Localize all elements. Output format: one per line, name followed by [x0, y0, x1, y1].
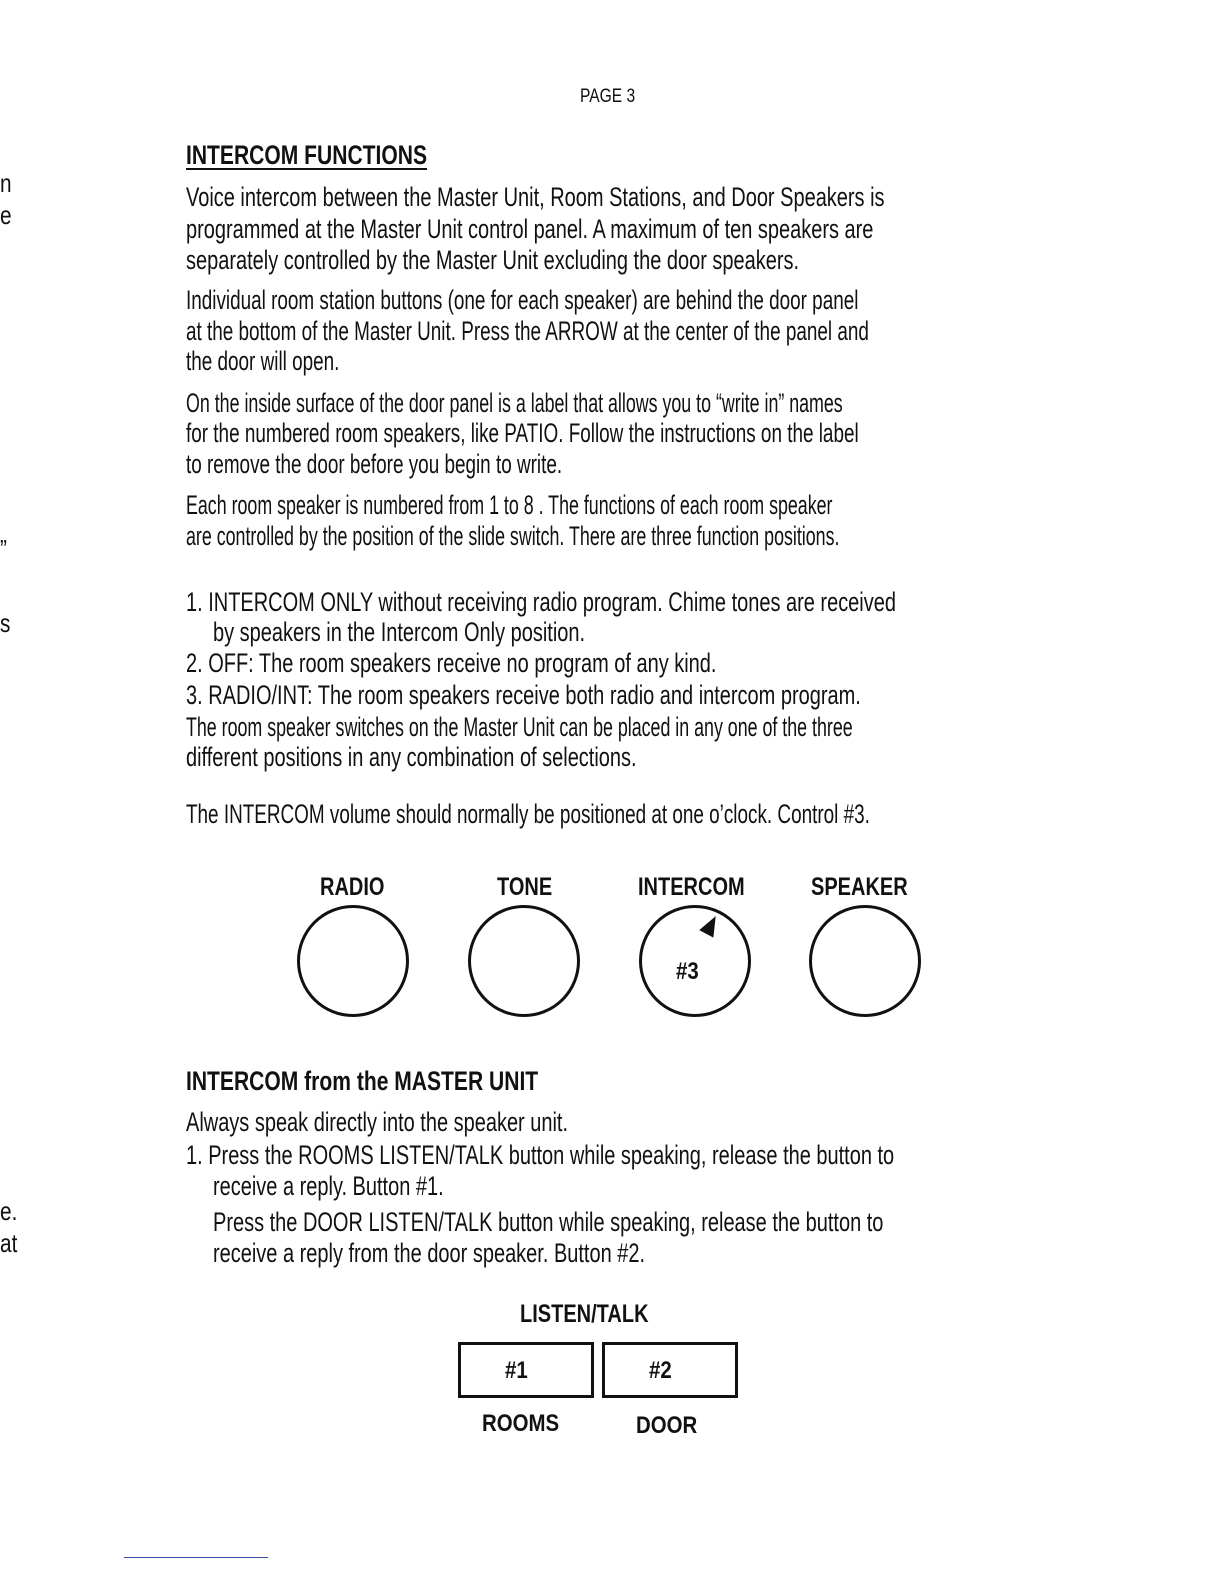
- margin-fragment: e: [0, 200, 12, 230]
- list-item: receive a reply. Button #1.: [213, 1171, 444, 1201]
- list-item: 3. RADIO/INT: The room speakers receive both radio and intercom program.: [186, 680, 861, 710]
- margin-fragment: at: [0, 1228, 18, 1258]
- paragraph-line: Voice intercom between the Master Unit, Room Stations, and Door Speakers is: [186, 182, 885, 212]
- knob-label-tone: TONE: [497, 873, 553, 901]
- knob-label-speaker: SPEAKER: [811, 873, 908, 901]
- paragraph-line: to remove the door before you begin to write.: [186, 449, 563, 479]
- list-item: Press the DOOR LISTEN/TALK button while speaking, release the button to: [213, 1207, 884, 1237]
- intercom-knob: [639, 905, 751, 1017]
- section-title: INTERCOM from the MASTER UNIT: [186, 1066, 539, 1096]
- paragraph-line: programmed at the Master Unit control panel. A maximum of ten speakers are: [186, 214, 874, 244]
- tone-knob: [468, 905, 580, 1017]
- paragraph-line: On the inside surface of the door panel is a label that allows you to “write in” names: [186, 388, 843, 418]
- paragraph-line: for the numbered room speakers, like PATIO. Follow the instructions on the label: [186, 418, 859, 448]
- paragraph-line: separately controlled by the Master Unit excluding the door speakers.: [186, 245, 800, 275]
- button-tag: #2: [649, 1357, 672, 1384]
- paragraph-line: at the bottom of the Master Unit. Press the ARROW at the center of the panel and: [186, 316, 869, 346]
- paragraph-line: different positions in any combination of selections.: [186, 742, 637, 772]
- door-button-diagram: [602, 1342, 738, 1398]
- paragraph-line: The room speaker switches on the Master Unit can be placed in any one of the three: [186, 712, 853, 742]
- knob-label-intercom: INTERCOM: [638, 873, 745, 901]
- knob-label-radio: RADIO: [320, 873, 385, 901]
- listen-talk-label: LISTEN/TALK: [520, 1300, 649, 1328]
- list-item: receive a reply from the door speaker. Button #2.: [213, 1238, 646, 1268]
- paragraph-line: the door will open.: [186, 346, 340, 376]
- list-item: 1. Press the ROOMS LISTEN/TALK button while speaking, release the button to: [186, 1140, 895, 1170]
- knob-pointer-icon: [699, 912, 723, 937]
- paragraph-line: are controlled by the position of the slide switch. There are three function positions.: [186, 521, 840, 551]
- margin-fragment: n: [0, 168, 12, 198]
- footer-rule: [124, 1557, 268, 1558]
- rooms-button-diagram: [458, 1342, 594, 1398]
- paragraph-line: Each room speaker is numbered from 1 to 8 . The functions of each room speaker: [186, 490, 833, 520]
- list-item: 2. OFF: The room speakers receive no program of any kind.: [186, 648, 717, 678]
- knob-tag: #3: [676, 958, 699, 985]
- speaker-knob: [809, 905, 921, 1017]
- door-caption: DOOR: [636, 1412, 698, 1439]
- page-number: PAGE 3: [580, 86, 636, 107]
- paragraph-line: Individual room station buttons (one for each speaker) are behind the door panel: [186, 285, 859, 315]
- margin-fragment: e.: [0, 1196, 18, 1226]
- rooms-caption: ROOMS: [482, 1410, 560, 1437]
- paragraph-line: Always speak directly into the speaker unit.: [186, 1107, 569, 1137]
- list-item: by speakers in the Intercom Only position.: [213, 617, 586, 647]
- radio-knob: [297, 905, 409, 1017]
- paragraph-line: The INTERCOM volume should normally be positioned at one o’clock. Control #3.: [186, 799, 870, 829]
- margin-fragment: ”: [0, 534, 7, 564]
- margin-fragment: s: [0, 608, 11, 638]
- list-item: 1. INTERCOM ONLY without receiving radio program. Chime tones are received: [186, 587, 896, 617]
- section-title: INTERCOM FUNCTIONS: [186, 140, 428, 170]
- button-tag: #1: [505, 1357, 528, 1384]
